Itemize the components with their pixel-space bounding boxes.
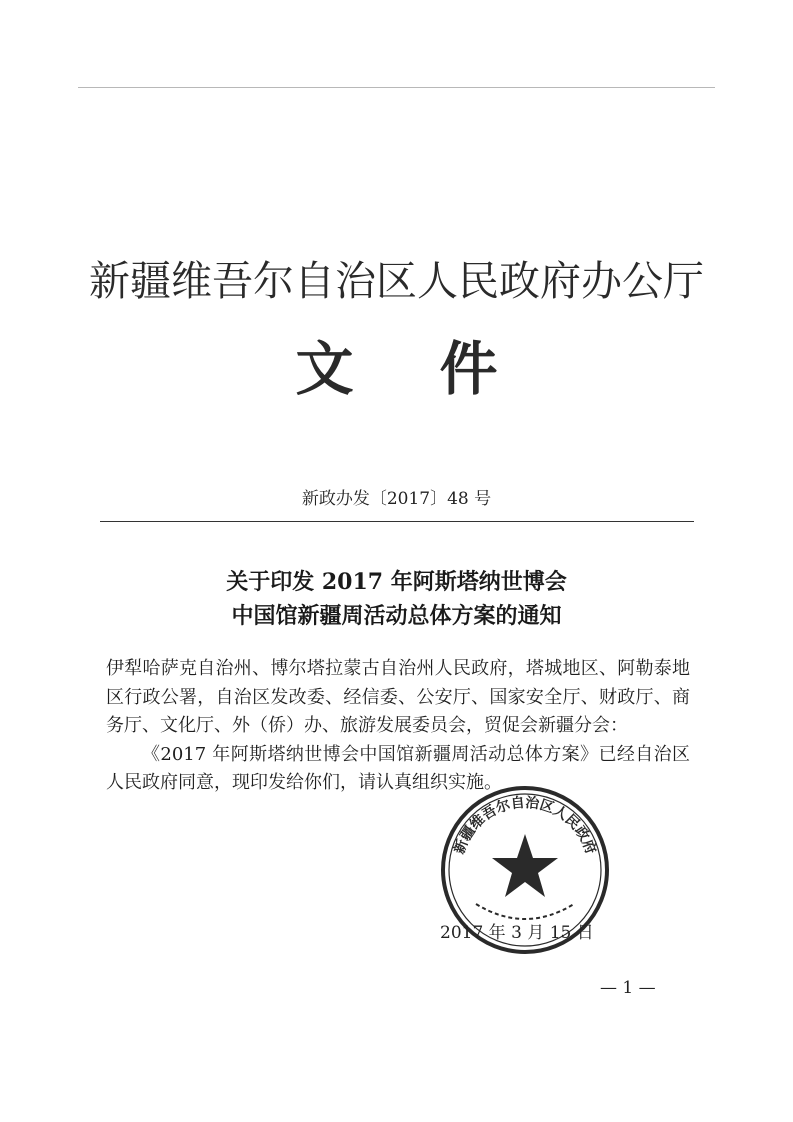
issuing-authority: 新疆维吾尔自治区人民政府办公厅 <box>89 257 704 305</box>
header-divider <box>78 87 715 88</box>
title-line-2: 中国馆新疆周活动总体方案的通知 <box>231 603 562 629</box>
document-number: 新政办发〔2017〕48 号 <box>301 489 492 509</box>
issue-date: 2017 年 3 月 15 日 <box>440 923 594 943</box>
title-line-1: 关于印发 2017 年阿斯塔纳世博会 <box>226 569 567 595</box>
document-body <box>106 655 690 798</box>
body-paragraph: 《2017 年阿斯塔纳世博会中国馆新疆周活动总体方案》已经自治区人民政府同意，现印发给你们，请认真组织实施。 <box>106 743 690 793</box>
recipients: 伊犁哈萨克自治州、博尔塔拉蒙古自治州人民政府，塔城地区、阿勒泰地区行政公署，自治区发改委、经信委、公安厅、国家安全厅、财政厅、商务厅、文化厅、外（侨）办、旅游发展委员会，贸促会新疆分会： <box>106 658 690 736</box>
seal-arc-text: 新疆维吾尔自治区人民政府 <box>451 794 599 857</box>
red-line-divider <box>100 521 694 522</box>
document-title <box>0 565 793 633</box>
document-type: 文件 <box>295 335 584 403</box>
page-number: — 1 — <box>600 978 656 998</box>
star-icon <box>492 834 558 897</box>
